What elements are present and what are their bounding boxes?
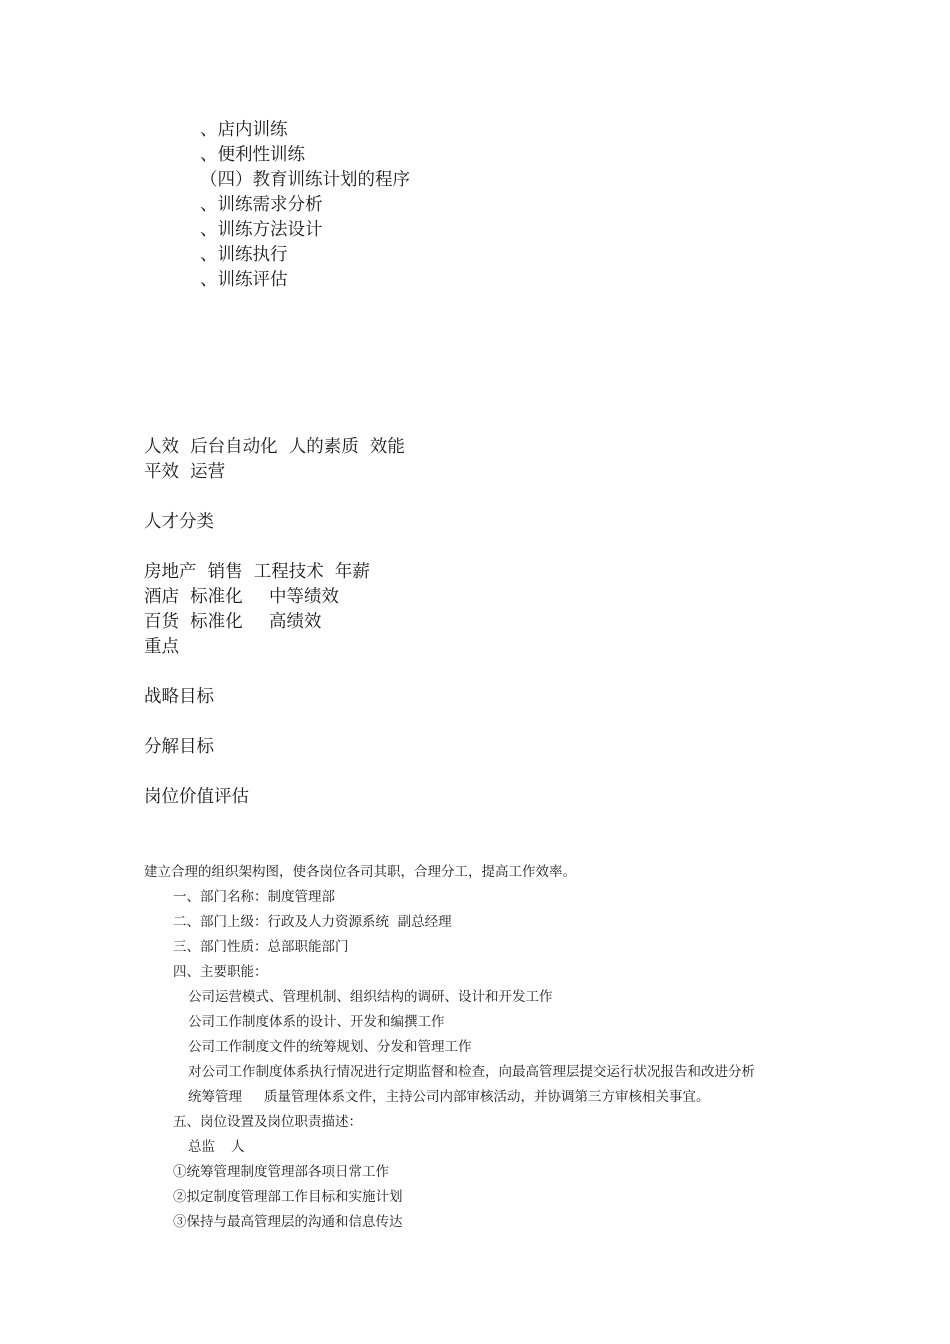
talent-row-department-store: 百货 标准化 — [144, 612, 243, 632]
duty-item: 公司运营模式、管理机制、组织结构的调研、设计和开发工作 — [188, 989, 553, 1005]
concept-row-efficiency: 人效 后台自动化 人的素质 效能 — [144, 437, 405, 457]
director-duty-item: ①统筹管理制度管理部各项日常工作 — [173, 1164, 389, 1180]
training-plan-heading: （四）教育训练计划的程序 — [200, 170, 410, 190]
concept-row-floor-efficiency: 平效 运营 — [144, 462, 226, 482]
duty-item-label: 统筹管理 — [188, 1089, 242, 1105]
training-item-in-store: 、店内训练 — [200, 120, 288, 140]
duty-item: 公司工作制度文件的统筹规划、分发和管理工作 — [188, 1039, 472, 1055]
director-count: 人 — [231, 1139, 245, 1155]
department-superior-item: 二、部门上级：行政及人力资源系统 副总经理 — [173, 914, 452, 930]
duty-item: 质量管理体系文件，主持公司内部审核活动，并协调第三方审核相关事宜。 — [264, 1089, 710, 1105]
training-item-evaluation: 、训练评估 — [200, 270, 288, 290]
director-duty-item: ③保持与最高管理层的沟通和信息传达 — [173, 1214, 403, 1230]
position-value-heading: 岗位价值评估 — [144, 787, 249, 807]
training-item-convenience: 、便利性训练 — [200, 145, 305, 165]
duty-item: 公司工作制度体系的设计、开发和编撰工作 — [188, 1014, 445, 1030]
decompose-goal-heading: 分解目标 — [144, 737, 214, 757]
duties-heading: 四、主要职能： — [173, 964, 268, 980]
training-item-method-design: 、训练方法设计 — [200, 220, 323, 240]
training-item-execution: 、训练执行 — [200, 245, 288, 265]
talent-row-hotel-performance: 中等绩效 — [269, 587, 339, 607]
talent-row-focus: 重点 — [144, 637, 179, 657]
talent-classification-heading: 人才分类 — [144, 512, 214, 532]
director-label: 总监 — [188, 1139, 215, 1155]
department-intro: 建立合理的组织架构图，使各岗位各司其职，合理分工，提高工作效率。 — [144, 864, 576, 880]
positions-heading: 五、岗位设置及岗位职责描述： — [173, 1114, 362, 1130]
training-item-needs-analysis: 、训练需求分析 — [200, 195, 323, 215]
talent-row-real-estate: 房地产 销售 工程技术 年薪 — [144, 562, 370, 582]
director-duty-item: ②拟定制度管理部工作目标和实施计划 — [173, 1189, 403, 1205]
strategic-goal-heading: 战略目标 — [144, 687, 214, 707]
department-name-item: 一、部门名称：制度管理部 — [173, 889, 335, 905]
talent-row-hotel: 酒店 标准化 — [144, 587, 243, 607]
department-nature-item: 三、部门性质：总部职能部门 — [173, 939, 349, 955]
duty-item: 对公司工作制度体系执行情况进行定期监督和检查，向最高管理层提交运行状况报告和改进分析 — [188, 1064, 755, 1080]
talent-row-department-store-performance: 高绩效 — [269, 612, 322, 632]
